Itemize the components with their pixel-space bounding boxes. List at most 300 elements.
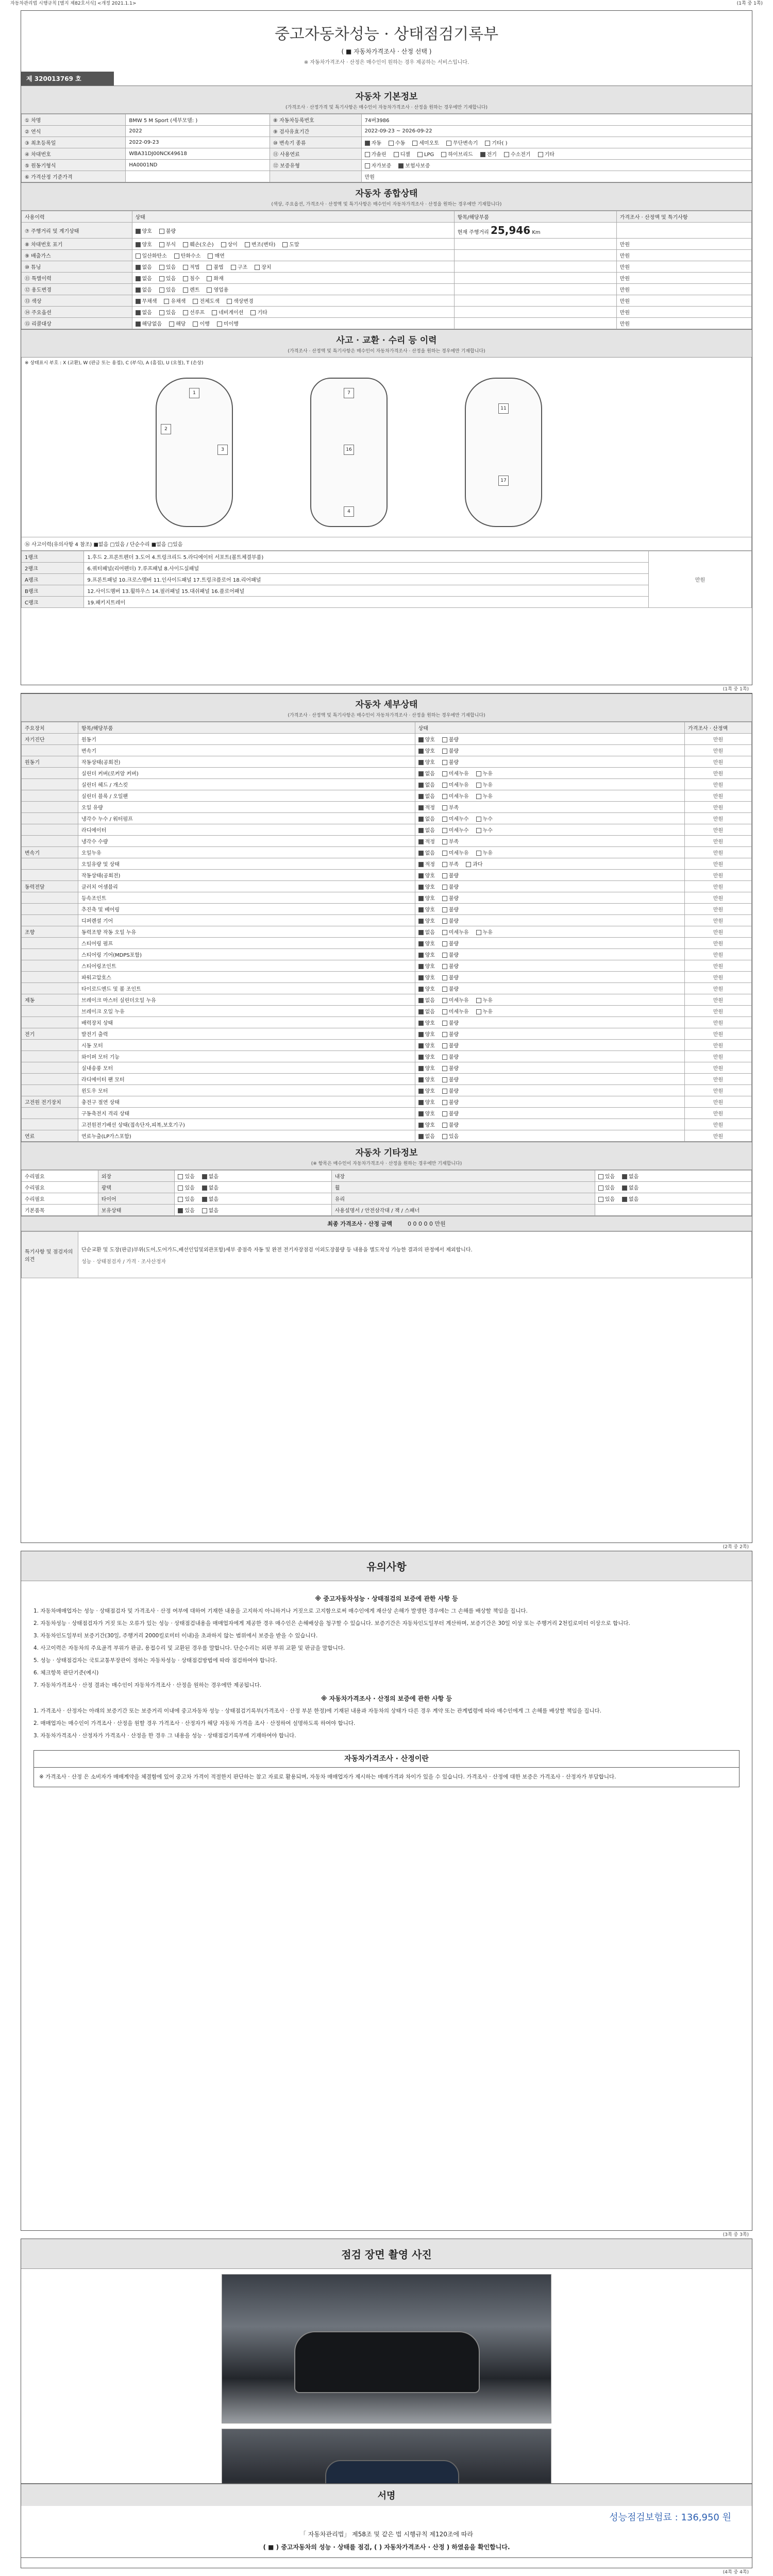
checkbox-label: 미세누유 (448, 930, 469, 936)
checkbox-option[interactable] (442, 1089, 459, 1094)
checkbox-option[interactable] (418, 817, 435, 822)
checkbox-option[interactable] (442, 941, 459, 947)
item-price: 만원 (685, 881, 752, 892)
checkbox-option[interactable] (418, 1089, 435, 1094)
checkbox-option[interactable] (418, 1123, 435, 1128)
checkbox-option[interactable] (282, 242, 299, 248)
checkbox-option[interactable] (442, 805, 459, 811)
device-group (22, 836, 78, 847)
rank-label: C랭크 (22, 597, 84, 608)
checkbox-option[interactable] (178, 1208, 194, 1214)
field-value: HA0001ND (126, 160, 270, 171)
item-price: 만원 (685, 734, 752, 745)
checkbox-option[interactable] (442, 885, 459, 890)
table-row (22, 768, 752, 779)
table-row (22, 858, 752, 870)
checkbox-option[interactable] (159, 276, 176, 282)
checkbox-option[interactable] (231, 265, 247, 270)
checkbox-option[interactable] (398, 163, 430, 169)
item-price: 만원 (685, 1051, 752, 1062)
checkbox-option[interactable] (476, 1009, 493, 1015)
checkbox-option[interactable] (136, 299, 157, 304)
checkbox-option[interactable] (207, 276, 223, 282)
unchecked-box-icon (441, 152, 446, 157)
unchecked-box-icon (245, 242, 250, 247)
unchecked-box-icon (442, 1123, 447, 1128)
checkbox-option[interactable] (476, 930, 493, 936)
item-price: 만원 (685, 802, 752, 813)
unchecked-box-icon (442, 817, 447, 822)
checked-box-icon (418, 907, 424, 912)
checkbox-label: 불량 (448, 1021, 459, 1026)
checkbox-option[interactable] (202, 1174, 219, 1180)
checkbox-option[interactable] (418, 1077, 435, 1083)
checked-box-icon (418, 794, 424, 799)
checkbox-option[interactable] (418, 851, 435, 856)
checkbox-option[interactable] (159, 229, 176, 234)
checkbox-option[interactable] (159, 265, 176, 270)
field-label: ⑫ 보증유형 (270, 160, 361, 171)
table-header-row (22, 211, 752, 223)
signature-title: 서명 (21, 2484, 752, 2506)
item-name: 배력장치 상태 (78, 1017, 415, 1028)
table-row (22, 972, 752, 983)
checkbox-option[interactable] (476, 998, 493, 1004)
checkbox-option[interactable] (442, 749, 459, 754)
checkbox-option[interactable] (442, 919, 459, 924)
item-name: 동력조향 작동 오일 누유 (78, 926, 415, 938)
checkbox-label: 적정 (425, 839, 435, 845)
checkbox-option[interactable] (418, 998, 435, 1004)
checkbox-option[interactable] (446, 141, 478, 146)
checkbox-option[interactable] (418, 783, 435, 788)
checkbox-option[interactable] (442, 1043, 459, 1049)
item-price: 만원 (685, 768, 752, 779)
field-value (361, 160, 751, 171)
checkbox-option[interactable] (442, 783, 469, 788)
unchecked-box-icon (442, 1100, 447, 1105)
checkbox-option[interactable] (442, 1066, 459, 1072)
checkbox-option[interactable] (136, 276, 152, 282)
checkbox-option[interactable] (418, 1134, 435, 1140)
device-group (22, 802, 78, 813)
item-price: 만원 (685, 926, 752, 938)
checkbox-label: 미세누수 (448, 817, 469, 822)
unchecked-box-icon (476, 828, 481, 833)
item-price: 만원 (685, 1062, 752, 1074)
checked-box-icon (418, 1066, 424, 1071)
checkbox-option[interactable] (245, 242, 275, 248)
field-value: BMW 5 M Sport (세부모델: ) (126, 114, 270, 126)
checkbox-option[interactable] (442, 998, 469, 1004)
checkbox-option[interactable] (442, 873, 459, 879)
checkbox-option[interactable] (622, 1185, 638, 1191)
item-status (415, 1119, 684, 1130)
checkbox-option[interactable] (442, 975, 459, 981)
checkbox-option[interactable] (183, 287, 199, 293)
table-row (22, 892, 752, 904)
checkbox-option[interactable] (183, 242, 213, 248)
checkbox-option[interactable] (442, 896, 459, 902)
checkbox-label: 양호 (425, 873, 435, 879)
unchecked-box-icon (389, 141, 394, 146)
checkbox-label: 불량 (448, 1032, 459, 1038)
checkbox-option[interactable] (442, 737, 459, 743)
signature-section (21, 2483, 752, 2558)
checkbox-option[interactable] (418, 930, 435, 936)
checkbox-label: 양호 (425, 919, 435, 924)
unchecked-box-icon (231, 265, 236, 270)
item-status (415, 881, 684, 892)
checkbox-option[interactable] (418, 941, 435, 947)
checkbox-option[interactable] (178, 1197, 194, 1202)
checkbox-option[interactable] (418, 1021, 435, 1026)
unchecked-box-icon (476, 851, 481, 856)
checkbox-option[interactable] (136, 229, 152, 234)
checkbox-option[interactable] (178, 1174, 194, 1180)
item-name: 변속기 (78, 745, 415, 756)
checkbox-option[interactable] (418, 885, 435, 890)
checkbox-option[interactable] (418, 771, 435, 777)
checkbox-option[interactable] (476, 771, 493, 777)
checkbox-option[interactable] (442, 862, 459, 868)
field-label: ⑨ 검사유효기간 (270, 126, 361, 137)
unchecked-box-icon (394, 152, 399, 157)
checkbox-option[interactable] (394, 152, 410, 158)
checkbox-option[interactable] (442, 1111, 459, 1117)
checkbox-label: 미세누유 (448, 794, 469, 800)
checkbox-label: 불량 (448, 1123, 459, 1128)
device-group (22, 1062, 78, 1074)
checkbox-option[interactable] (476, 783, 493, 788)
unchecked-box-icon (446, 141, 451, 146)
checkbox-option[interactable] (598, 1185, 615, 1191)
table-row (22, 223, 752, 239)
table-row (22, 813, 752, 824)
checkbox-option[interactable] (485, 141, 507, 146)
checkbox-option[interactable] (504, 152, 531, 158)
device-group (22, 1085, 78, 1096)
field-detail (454, 307, 616, 318)
device-group: 조향 (22, 926, 78, 938)
checkbox-option[interactable] (476, 817, 493, 822)
checkbox-option[interactable] (442, 817, 469, 822)
field-label: ⑦ 주행거리 및 계기상태 (22, 223, 132, 239)
checkbox-option[interactable] (442, 828, 469, 834)
checkbox-option[interactable] (418, 873, 435, 879)
table-row (22, 949, 752, 960)
checkbox-option[interactable] (418, 749, 435, 754)
checkbox-option[interactable] (389, 141, 405, 146)
checkbox-label: 양호 (425, 896, 435, 902)
unchecked-box-icon (442, 1111, 447, 1116)
checkbox-option[interactable] (476, 794, 493, 800)
checkbox-option[interactable] (442, 964, 459, 970)
checkbox-option[interactable] (208, 253, 224, 259)
field-detail (454, 318, 616, 329)
table-row (22, 1193, 752, 1205)
checkbox-option[interactable] (418, 1032, 435, 1038)
checkbox-option[interactable] (193, 321, 209, 327)
checkbox-label: 이행 (199, 321, 210, 327)
table-row (22, 250, 752, 261)
item-price: 만원 (685, 847, 752, 858)
part-marker: 16 (344, 445, 354, 455)
column-header: 주요장치 (22, 722, 78, 734)
field-detail (454, 273, 616, 284)
checkbox-option[interactable] (442, 953, 459, 958)
device-group (22, 960, 78, 972)
checkbox-option[interactable] (202, 1208, 219, 1214)
checkbox-label: 불량 (448, 1066, 459, 1072)
checkbox-option[interactable] (442, 771, 469, 777)
checkbox-option[interactable] (418, 919, 435, 924)
item-price: 만원 (685, 790, 752, 802)
final-price-label: 최종 가격조사 · 산정 금액 (327, 1221, 393, 1227)
checkbox-option[interactable] (442, 1123, 459, 1128)
checkbox-option[interactable] (466, 862, 482, 868)
checkbox-option[interactable] (442, 1100, 459, 1106)
checkbox-option[interactable] (418, 1111, 435, 1117)
item-status (415, 870, 684, 881)
item-name: 와이퍼 모터 기능 (78, 1051, 415, 1062)
checked-box-icon (418, 851, 424, 856)
checkbox-option[interactable] (255, 265, 271, 270)
notice-item: 5. 성능 · 상태점검자는 국토교통부장관이 정하는 자동차성능 · 상태점검방법에 따라 점검하여야 합니다. (33, 1657, 277, 1664)
checkbox-option[interactable] (418, 987, 435, 992)
checkbox-label: 자동 (371, 141, 381, 146)
checkbox-option[interactable] (418, 862, 435, 868)
checkbox-option[interactable] (136, 321, 162, 327)
rank-parts: 6.쿼터패널(리어펜더) 7.루프패널 8.사이드실패널 (84, 563, 649, 574)
checkbox-option[interactable] (442, 1134, 459, 1140)
unchecked-box-icon (442, 1089, 447, 1094)
special-notes-text: 단순교환 및 도장(판금)부위(도어,도어가드,배선인입및외관포함)세부 중점즉 자동 및 완전 전기자장점검 이외도장불량 등 내용을 별도작성 가능한 결과의 판정에서 제외합니다. (81, 1247, 473, 1253)
checkbox-option[interactable] (598, 1174, 615, 1180)
checkbox-option[interactable] (164, 299, 186, 304)
checkbox-option[interactable] (418, 975, 435, 981)
field-label (270, 171, 361, 182)
checkbox-option[interactable] (418, 794, 435, 800)
checkbox-option[interactable] (418, 953, 435, 958)
checkbox-option[interactable] (442, 1009, 469, 1015)
table-row (22, 1205, 752, 1216)
unchecked-box-icon (217, 321, 222, 327)
unchecked-box-icon (442, 771, 447, 776)
checkbox-option[interactable] (442, 760, 459, 766)
table-row (22, 273, 752, 284)
checkbox-option[interactable] (207, 265, 223, 270)
checkbox-label: 침수 (190, 276, 200, 282)
unchecked-box-icon (250, 310, 256, 315)
checkbox-option[interactable] (418, 1009, 435, 1015)
checkbox-option[interactable] (476, 828, 493, 834)
table-row (22, 1040, 752, 1051)
checkbox-option[interactable] (159, 287, 176, 293)
checkbox-option[interactable] (183, 310, 205, 316)
field-value (361, 148, 751, 160)
table-row (22, 870, 752, 881)
checkbox-option[interactable] (221, 242, 238, 248)
checkbox-label: 누유 (482, 998, 493, 1004)
checked-box-icon (418, 1043, 424, 1048)
unchecked-box-icon (212, 310, 217, 315)
field-value: WBA31DJ00NCK49618 (126, 148, 270, 160)
checkbox-label: 가솔린 (371, 152, 386, 158)
checkbox-option[interactable] (227, 299, 254, 304)
field: 타이어 (98, 1193, 175, 1205)
table-row (22, 836, 752, 847)
checkbox-option[interactable] (622, 1174, 638, 1180)
checkbox-option[interactable] (442, 851, 469, 856)
mileage-unit: Km (530, 230, 541, 235)
checkbox-option[interactable] (212, 310, 243, 316)
item-name: 오일 유량 (78, 802, 415, 813)
checkbox-option[interactable] (442, 1077, 459, 1083)
checkbox-option[interactable] (174, 253, 201, 259)
checked-box-icon (622, 1197, 627, 1202)
checkbox-option[interactable] (169, 321, 186, 327)
unchecked-box-icon (202, 1208, 207, 1213)
checkbox-label: 전기 (486, 152, 497, 158)
unchecked-box-icon (442, 1077, 447, 1082)
checkbox-option[interactable] (418, 805, 435, 811)
table-row (22, 160, 752, 171)
checkbox-option[interactable] (136, 310, 152, 316)
checkbox-option[interactable] (538, 152, 554, 158)
checkbox-option[interactable] (442, 907, 459, 913)
checkbox-option[interactable] (442, 1021, 459, 1026)
checkbox-option[interactable] (136, 265, 152, 270)
checkbox-option[interactable] (418, 896, 435, 902)
checkbox-option[interactable] (136, 287, 152, 293)
unchecked-box-icon (442, 851, 447, 856)
item-status (415, 1108, 684, 1119)
checkbox-option[interactable] (418, 1055, 435, 1060)
checkbox-label: 없음 (425, 851, 435, 856)
unchecked-box-icon (442, 1021, 447, 1026)
checkbox-option[interactable] (202, 1185, 219, 1191)
item-status (415, 824, 684, 836)
checkbox-option[interactable] (418, 737, 435, 743)
checkbox-label: 없음 (425, 1134, 435, 1140)
item-status (415, 1062, 684, 1074)
mileage-label: 현재 주행거리 (457, 230, 491, 235)
item-name: 라디에이터 팬 모터 (78, 1074, 415, 1085)
checkbox-option[interactable] (418, 760, 435, 766)
checkbox-option[interactable] (178, 1185, 194, 1191)
checkbox-option[interactable] (441, 152, 473, 158)
checkbox-option[interactable] (442, 794, 469, 800)
table-row (22, 994, 752, 1006)
checkbox-option[interactable] (418, 964, 435, 970)
unchecked-box-icon (538, 152, 543, 157)
item-name: 스티어링 펌프 (78, 938, 415, 949)
item-price: 만원 (685, 1119, 752, 1130)
checkbox-label: 양호 (425, 1123, 435, 1128)
checkbox-option[interactable] (418, 1043, 435, 1049)
checkbox-option[interactable] (476, 851, 493, 856)
checked-box-icon (136, 276, 141, 281)
page-number: (1쪽 중 1쪽) (722, 687, 749, 692)
table-row (22, 295, 752, 307)
checkbox-option[interactable] (217, 321, 239, 327)
checkbox-option[interactable] (365, 141, 381, 146)
checkbox-option[interactable] (159, 310, 176, 316)
unchecked-box-icon (169, 321, 174, 327)
checkbox-option[interactable] (442, 1032, 459, 1038)
checked-box-icon (418, 930, 424, 935)
checkbox-option[interactable] (418, 839, 435, 845)
item-price: 만원 (685, 813, 752, 824)
checkbox-option[interactable] (418, 1100, 435, 1106)
item-status (415, 745, 684, 756)
checkbox-option[interactable] (412, 141, 439, 146)
checkbox-option[interactable] (418, 828, 435, 834)
item-name: 실린더 커버(로커암 커버) (78, 768, 415, 779)
checkbox-label: 없음 (208, 1174, 219, 1180)
price-cell: 만원 (616, 318, 751, 329)
checkbox-label: 불량 (165, 228, 176, 234)
checkbox-option[interactable] (442, 987, 459, 992)
checkbox-option[interactable] (183, 265, 199, 270)
page-number: (4쪽 중 4쪽) (722, 2570, 749, 2575)
checkbox-label: 해당없음 (142, 321, 162, 327)
checkbox-option[interactable] (417, 152, 434, 158)
part-marker: 7 (344, 388, 354, 398)
unchecked-box-icon (208, 253, 213, 259)
checkbox-option[interactable] (442, 839, 459, 845)
checked-box-icon (418, 1032, 424, 1037)
checked-box-icon (418, 885, 424, 890)
checkbox-option[interactable] (136, 253, 167, 259)
item-name: 고전원전기배선 상태(접속단자,피복,보호기구) (78, 1119, 415, 1130)
document-number: 제 320013769 호 (21, 72, 114, 86)
device-group: 변속기 (22, 847, 78, 858)
checkbox-option[interactable] (193, 299, 220, 304)
checkbox-option[interactable] (250, 310, 267, 316)
checkbox-option[interactable] (418, 1066, 435, 1072)
unchecked-box-icon (183, 276, 188, 281)
checkbox-option[interactable] (202, 1197, 219, 1202)
notice-body (21, 1581, 752, 1795)
basic-info-header (21, 86, 752, 114)
checkbox-option[interactable] (136, 242, 152, 248)
checkbox-option[interactable] (365, 152, 386, 158)
checkbox-label: 미세누수 (448, 828, 469, 834)
group-label: 수리필요 (22, 1193, 98, 1205)
checkbox-option[interactable] (159, 242, 176, 248)
checkbox-option[interactable] (442, 930, 469, 936)
accident-status: ⑯ 사고이력(유의사항 4 참조) ■없음 □있음 / 단순수리 ■없음 □있음 (21, 537, 752, 551)
checkbox-option[interactable] (418, 907, 435, 913)
checkbox-option[interactable] (207, 287, 228, 293)
checkbox-option[interactable] (480, 152, 497, 158)
checkbox-option[interactable] (622, 1197, 638, 1202)
item-status (415, 802, 684, 813)
table-row (22, 881, 752, 892)
checkbox-option[interactable] (598, 1197, 615, 1202)
table-row (22, 284, 752, 295)
checkbox-option[interactable] (365, 163, 392, 169)
unchecked-box-icon (417, 152, 423, 157)
checkbox-label: 없음 (208, 1208, 219, 1214)
notice-items (33, 1607, 740, 1689)
unchecked-box-icon (442, 987, 447, 992)
checkbox-option[interactable] (183, 276, 199, 282)
item-name: 시동 모터 (78, 1040, 415, 1051)
checkbox-option[interactable] (442, 1055, 459, 1060)
